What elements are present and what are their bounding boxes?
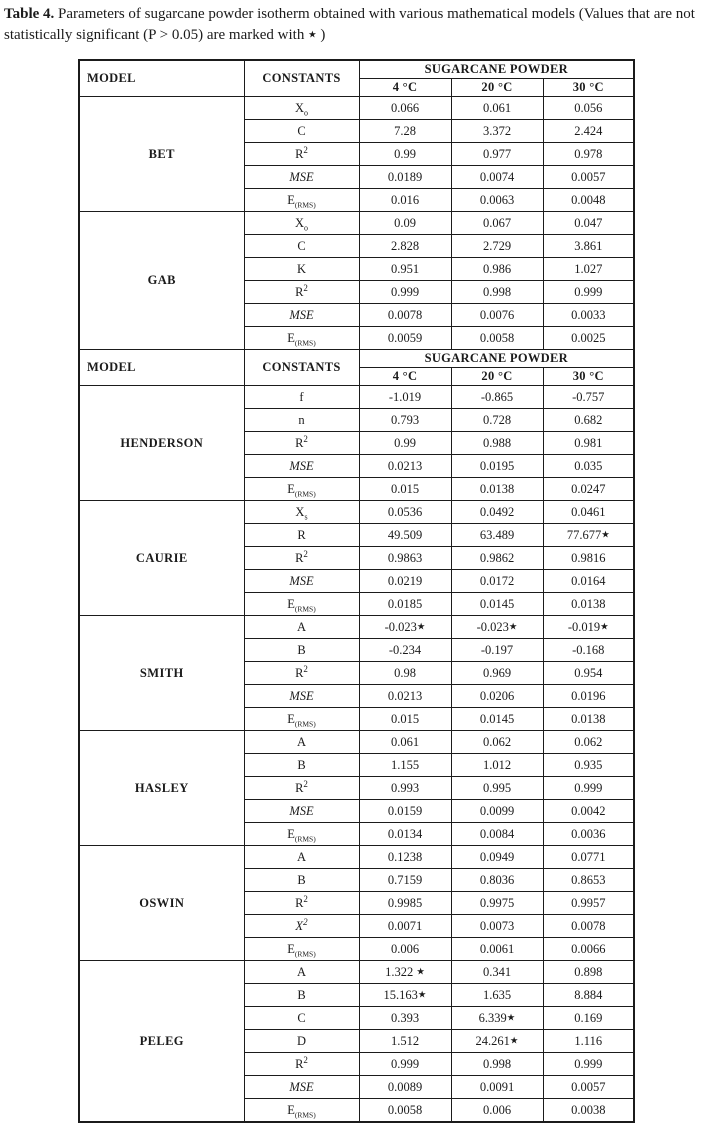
constant-cell [244,1053,359,1076]
constant-cell [244,1030,359,1053]
column-header-constants: CONSTANTS [244,60,359,97]
constant-symbol: E [287,330,295,345]
constant-symbol: R [295,895,304,910]
value-cell: 0.0057 [543,166,634,189]
value-cell: 0.935 [543,754,634,777]
constant-cell [244,708,359,731]
constant-cell [244,478,359,501]
constant-subscript: (RMS) [294,489,316,499]
value-cell: 0.9863 [359,547,451,570]
constant-superscript: 2 [303,916,308,927]
value-cell: 1.322 ★ [359,961,451,984]
star-symbol: ★ [417,990,427,1001]
value-cell: 0.954 [543,662,634,685]
column-header-temp: 30 °C [543,79,634,97]
value-cell: 8.884 [543,984,634,1007]
constant-superscript: 2 [303,663,308,674]
value-cell: 0.0138 [543,593,634,616]
constant-cell [244,432,359,455]
value-cell: 0.0058 [359,1099,451,1123]
constant-symbol: B [297,757,306,772]
table-row [79,731,634,754]
constant-symbol: R [295,1056,304,1071]
value-cell: 0.0089 [359,1076,451,1099]
constant-symbol: E [287,596,295,611]
column-header-temp: 4 °C [359,79,451,97]
table-row [79,501,634,524]
value-cell: 0.898 [543,961,634,984]
constant-symbol: X [295,918,304,933]
value-cell: 0.015 [359,708,451,731]
value-cell: 0.0195 [451,455,543,478]
constant-cell [244,846,359,869]
value-cell: 0.986 [451,258,543,281]
value-cell: 0.98 [359,662,451,685]
constant-cell [244,212,359,235]
constant-cell [244,120,359,143]
value-cell: -0.019★ [543,616,634,639]
value-cell: 0.728 [451,409,543,432]
value-cell: 0.99 [359,432,451,455]
value-cell: 0.999 [543,281,634,304]
model-cell: PELEG [79,961,244,1123]
constant-subscript: (RMS) [294,1110,316,1120]
value-cell: 0.0059 [359,327,451,350]
value-cell: 0.951 [359,258,451,281]
value-cell: 0.998 [451,1053,543,1076]
value-cell: 0.0213 [359,685,451,708]
value-cell: 0.0219 [359,570,451,593]
value-cell: 0.0138 [451,478,543,501]
constant-symbol: C [297,238,306,253]
constant-cell [244,869,359,892]
value-cell: 0.0061 [451,938,543,961]
constant-cell [244,143,359,166]
value-cell: 0.0057 [543,1076,634,1099]
constant-cell [244,327,359,350]
constant-cell [244,961,359,984]
value-cell: 3.861 [543,235,634,258]
value-cell: 0.0196 [543,685,634,708]
value-cell: -0.023★ [451,616,543,639]
constant-symbol: MSE [289,688,314,703]
value-cell: 0.999 [543,777,634,800]
value-cell: 0.9985 [359,892,451,915]
value-cell: -0.023★ [359,616,451,639]
star-symbol: ★ [508,622,518,633]
value-cell: 0.0247 [543,478,634,501]
value-cell: 0.0071 [359,915,451,938]
value-cell: 0.0145 [451,593,543,616]
value-cell: 0.056 [543,97,634,120]
constant-cell [244,938,359,961]
constant-cell [244,304,359,327]
constant-cell [244,97,359,120]
constant-symbol: B [297,642,306,657]
constant-subscript: (RMS) [294,604,316,614]
constant-cell [244,258,359,281]
value-cell: 0.0206 [451,685,543,708]
constant-cell [244,685,359,708]
value-cell: 0.0078 [543,915,634,938]
constant-subscript: (RMS) [294,834,316,844]
constant-cell [244,823,359,846]
model-cell: SMITH [79,616,244,731]
column-header-constants: CONSTANTS [244,350,359,386]
constant-cell [244,189,359,212]
constant-cell [244,616,359,639]
value-cell: 0.0033 [543,304,634,327]
value-cell: -0.234 [359,639,451,662]
constant-cell [244,547,359,570]
value-cell: 0.0771 [543,846,634,869]
constant-symbol: B [297,987,306,1002]
model-cell: BET [79,97,244,212]
constant-symbol: n [298,412,305,427]
constant-cell [244,386,359,409]
value-cell: 0.016 [359,189,451,212]
value-cell: 0.0172 [451,570,543,593]
value-cell: -0.197 [451,639,543,662]
constant-cell [244,892,359,915]
value-cell: 6.339★ [451,1007,543,1030]
value-cell: 0.978 [543,143,634,166]
value-cell: 0.341 [451,961,543,984]
value-cell: 0.999 [359,1053,451,1076]
document-page [0,4,712,1120]
value-cell: 0.006 [451,1099,543,1123]
value-cell: 0.99 [359,143,451,166]
value-cell: 0.0159 [359,800,451,823]
value-cell: 0.0063 [451,189,543,212]
column-header-sugarcane-powder: SUGARCANE POWDER [359,350,634,368]
constant-cell [244,1099,359,1123]
value-cell: -0.865 [451,386,543,409]
constant-cell [244,754,359,777]
isotherm-parameters-table [78,59,635,1123]
value-cell: 0.0091 [451,1076,543,1099]
value-cell: -0.168 [543,639,634,662]
value-cell: 3.372 [451,120,543,143]
value-cell: 0.006 [359,938,451,961]
constant-cell [244,915,359,938]
value-cell: 0.0076 [451,304,543,327]
value-cell: -1.019 [359,386,451,409]
constant-symbol: E [287,941,295,956]
value-cell: 0.0213 [359,455,451,478]
value-cell: 0.8036 [451,869,543,892]
constant-symbol: E [287,711,295,726]
value-cell: 0.9862 [451,547,543,570]
table-caption [4,4,706,46]
constant-subscript: o [304,223,309,233]
value-cell: 0.066 [359,97,451,120]
value-cell: 0.969 [451,662,543,685]
constant-symbol: E [287,826,295,841]
table-row [79,846,634,869]
constant-subscript: (RMS) [294,949,316,959]
constant-symbol: R [297,527,306,542]
constant-subscript: (RMS) [294,719,316,729]
constant-symbol: MSE [289,307,314,322]
table-header-row [79,60,634,79]
caption-table-number: Table 4. [4,6,55,22]
constant-cell [244,570,359,593]
constant-symbol: E [287,481,295,496]
value-cell: 24.261★ [451,1030,543,1053]
value-cell: 0.0164 [543,570,634,593]
table-row [79,616,634,639]
constant-symbol: B [297,872,306,887]
value-cell: 0.995 [451,777,543,800]
constant-cell [244,1076,359,1099]
value-cell: 1.155 [359,754,451,777]
constant-cell [244,501,359,524]
constant-superscript: 2 [303,548,308,559]
value-cell: -0.757 [543,386,634,409]
star-symbol: ★ [509,1036,519,1047]
value-cell: 2.424 [543,120,634,143]
value-cell: 63.489 [451,524,543,547]
constant-symbol: R [295,780,304,795]
model-cell: GAB [79,212,244,350]
value-cell: 0.0074 [451,166,543,189]
constant-superscript: 2 [303,282,308,293]
constant-cell [244,455,359,478]
constant-symbol: R [295,435,304,450]
caption-text: Parameters of sugarcane powder isotherm obtained with various mathematical models (Values that are not statistically significant (P > 0.05) are marked with [4,6,695,43]
value-cell: 0.0084 [451,823,543,846]
value-cell: 0.0949 [451,846,543,869]
constant-symbol: E [287,1102,295,1117]
constant-symbol: D [296,1033,307,1048]
value-cell: 0.8653 [543,869,634,892]
value-cell: 0.9816 [543,547,634,570]
value-cell: 0.0036 [543,823,634,846]
value-cell: 15.163★ [359,984,451,1007]
constant-cell [244,777,359,800]
value-cell: 0.0189 [359,166,451,189]
value-cell: 1.116 [543,1030,634,1053]
constant-superscript: 2 [303,144,308,155]
value-cell: 0.9957 [543,892,634,915]
constant-cell [244,1007,359,1030]
constant-subscript: s [304,512,308,522]
column-header-temp: 30 °C [543,368,634,386]
value-cell: 0.062 [543,731,634,754]
value-cell: 0.0042 [543,800,634,823]
value-cell: 0.169 [543,1007,634,1030]
model-cell: OSWIN [79,846,244,961]
constant-cell [244,166,359,189]
value-cell: 0.0138 [543,708,634,731]
value-cell: 1.512 [359,1030,451,1053]
value-cell: 0.981 [543,432,634,455]
model-cell: CAURIE [79,501,244,616]
model-cell: HENDERSON [79,386,244,501]
constant-symbol: MSE [289,1079,314,1094]
value-cell: 0.0025 [543,327,634,350]
value-cell: 0.067 [451,212,543,235]
constant-cell [244,235,359,258]
value-cell: 0.999 [543,1053,634,1076]
value-cell: 0.0073 [451,915,543,938]
value-cell: 0.0536 [359,501,451,524]
value-cell: 0.1238 [359,846,451,869]
constant-symbol: C [297,1010,306,1025]
table-row [79,97,634,120]
value-cell: 0.047 [543,212,634,235]
table-header-row [79,350,634,368]
column-header-temp: 20 °C [451,368,543,386]
star-symbol: ★ [416,967,425,978]
constant-symbol: A [296,734,307,749]
value-cell: 0.682 [543,409,634,432]
constant-superscript: 2 [303,778,308,789]
value-cell: 0.061 [359,731,451,754]
table-row [79,386,634,409]
value-cell: 0.999 [359,281,451,304]
value-cell: 0.393 [359,1007,451,1030]
value-cell: 0.015 [359,478,451,501]
value-cell: 0.998 [451,281,543,304]
constant-subscript: (RMS) [294,338,316,348]
value-cell: 0.0078 [359,304,451,327]
value-cell: 77.677★ [543,524,634,547]
constant-cell [244,593,359,616]
constant-cell [244,281,359,304]
value-cell: 0.988 [451,432,543,455]
value-cell: 0.0066 [543,938,634,961]
star-symbol: ★ [308,30,317,41]
column-header-model: MODEL [79,350,244,386]
constant-symbol: X [295,504,305,519]
value-cell: 0.793 [359,409,451,432]
value-cell: 0.062 [451,731,543,754]
constant-symbol: X [294,100,305,115]
value-cell: 0.0038 [543,1099,634,1123]
constant-symbol: K [296,261,307,276]
constant-cell [244,800,359,823]
value-cell: 0.7159 [359,869,451,892]
model-cell: HASLEY [79,731,244,846]
value-cell: 1.635 [451,984,543,1007]
value-cell: 0.0134 [359,823,451,846]
value-cell: 0.977 [451,143,543,166]
star-symbol: ★ [600,622,609,633]
star-symbol: ★ [506,1013,516,1024]
value-cell: 0.0058 [451,327,543,350]
value-cell: 0.0048 [543,189,634,212]
value-cell: 1.027 [543,258,634,281]
column-header-model: MODEL [79,60,244,97]
constant-symbol: R [295,550,304,565]
constant-superscript: 2 [303,1054,308,1065]
value-cell: 0.0145 [451,708,543,731]
column-header-sugarcane-powder: SUGARCANE POWDER [359,60,634,79]
table-row [79,961,634,984]
constant-symbol: MSE [289,169,314,184]
value-cell: 0.993 [359,777,451,800]
value-cell: 0.0185 [359,593,451,616]
value-cell: 0.035 [543,455,634,478]
value-cell: 0.0461 [543,501,634,524]
constant-subscript: o [304,108,309,118]
constant-symbol: R [295,665,304,680]
constant-superscript: 2 [303,433,308,444]
column-header-temp: 20 °C [451,79,543,97]
value-cell: 2.828 [359,235,451,258]
value-cell: 0.061 [451,97,543,120]
constant-cell [244,524,359,547]
constant-subscript: (RMS) [294,200,316,210]
value-cell: 0.09 [359,212,451,235]
constant-symbol: A [296,964,307,979]
value-cell: 0.9975 [451,892,543,915]
value-cell: 2.729 [451,235,543,258]
constant-symbol: A [296,849,307,864]
constant-symbol: X [294,215,305,230]
star-symbol: ★ [601,530,610,541]
constant-symbol: f [299,389,304,404]
constant-superscript: 2 [303,893,308,904]
constant-cell [244,662,359,685]
value-cell: 0.0099 [451,800,543,823]
constant-symbol: R [295,284,304,299]
constant-symbol: MSE [289,573,314,588]
constant-symbol: C [297,123,306,138]
value-cell: 0.0492 [451,501,543,524]
constant-symbol: A [296,619,307,634]
constant-symbol: E [287,192,295,207]
constant-symbol: R [295,146,304,161]
caption-text-end: ) [316,27,326,43]
constant-symbol: MSE [289,803,314,818]
table-row [79,212,634,235]
constant-symbol: MSE [289,458,314,473]
value-cell: 1.012 [451,754,543,777]
constant-cell [244,639,359,662]
value-cell: 7.28 [359,120,451,143]
star-symbol: ★ [416,622,426,633]
column-header-temp: 4 °C [359,368,451,386]
constant-cell [244,409,359,432]
constant-cell [244,984,359,1007]
constant-cell [244,731,359,754]
value-cell: 49.509 [359,524,451,547]
